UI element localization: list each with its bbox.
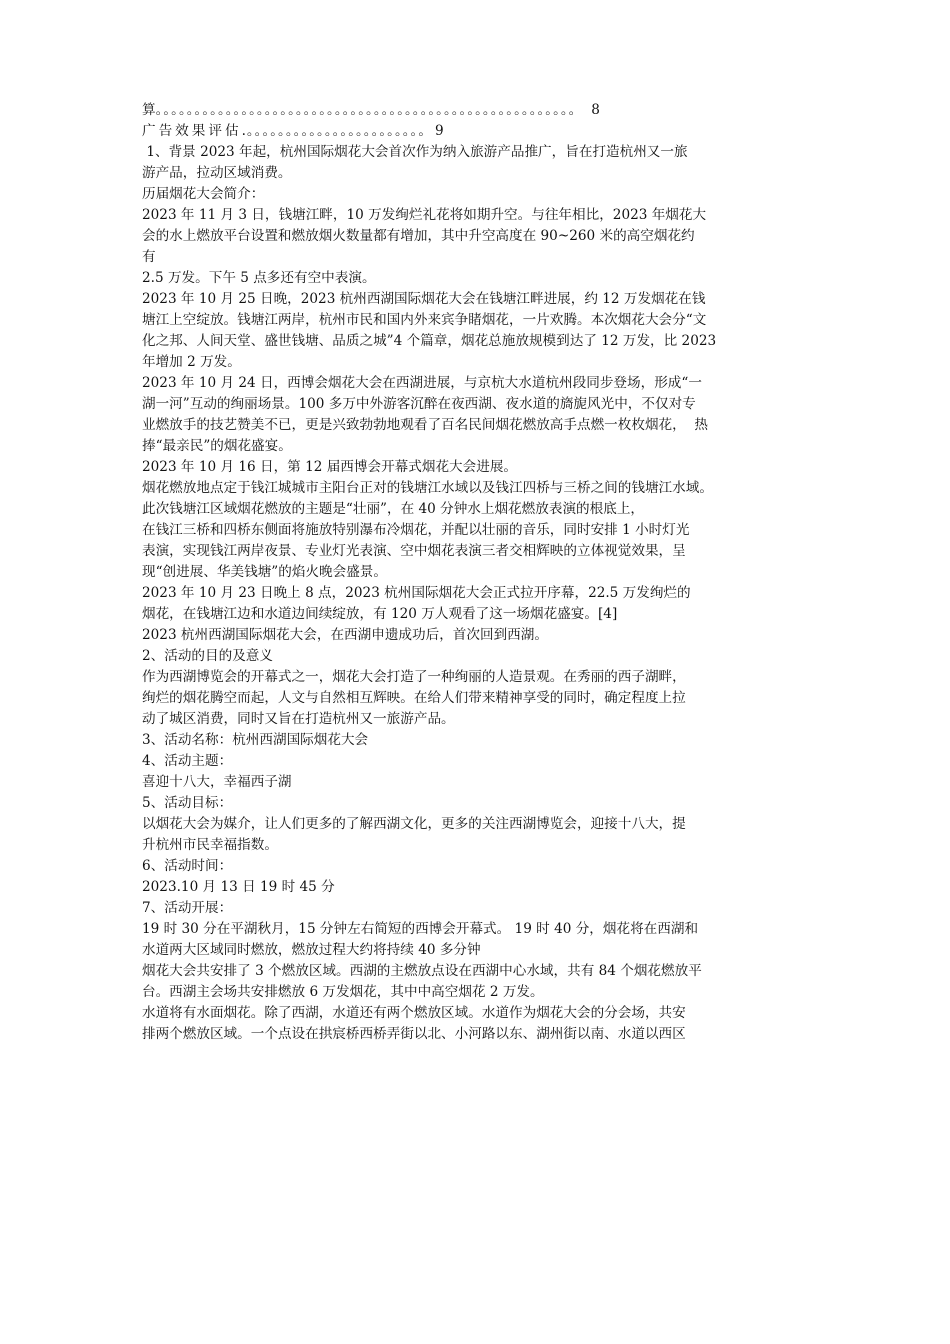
- text-line: 此次钱塘江区域烟花燃放的主题是“壮丽”，在 40 分钟水上烟花燃放表演的根底上，: [142, 501, 645, 517]
- text-line: 烟花燃放地点定于钱江城城市主阳台正对的钱塘江水域以及钱江四桥与三桥之间的钱塘江水域。: [142, 480, 713, 496]
- text-line: 2023.10 月 13 日 19 时 45 分: [142, 879, 335, 895]
- text-line: 湖一河”互动的绚丽场景。100 多万中外游客沉醉在夜西湖、夜水道的旖旎风光中，不仅对专: [142, 396, 696, 412]
- toc-entry[interactable]: [142, 121, 827, 142]
- text-line: 烟花大会共安排了 3 个燃放区域。西湖的主燃放点设在西湖中心水域，共有 84 个烟花燃放平: [142, 963, 702, 979]
- toc-page-number: 9: [434, 123, 444, 139]
- toc-page-number: 8: [591, 102, 600, 118]
- section-heading: 6、活动时间：: [142, 858, 233, 874]
- section-heading: 历届烟花大会简介：: [142, 186, 265, 202]
- text-line: 2023 年 11 月 3 日，钱塘江畔，10 万发绚烂礼花将如期升空。与往年相比，2023 年烟花大: [142, 207, 707, 223]
- text-line: 升杭州市民幸福指数。: [142, 837, 278, 853]
- text-line: 捧“最亲民”的烟花盛宴。: [142, 438, 292, 454]
- text-line: 水道两大区域同时燃放，燃放过程大约将持续 40 多分钟: [142, 942, 481, 958]
- toc-label: 算: [142, 102, 156, 118]
- text-line: 2023 年 10 月 25 日晚，2023 杭州西湖国际烟花大会在钱塘江畔进展，约 12 万发烟花在钱: [142, 291, 706, 307]
- section-heading: 2、活动的目的及意义: [142, 648, 273, 664]
- text-line: 有: [142, 249, 156, 265]
- document-page: [142, 100, 827, 1045]
- section-heading: 7、活动开展：: [142, 900, 233, 916]
- text-line: 2023 杭州西湖国际烟花大会，在西湖申遗成功后，首次回到西湖。: [142, 627, 548, 643]
- toc-entry[interactable]: [142, 100, 827, 121]
- text-line: 2023 年 10 月 24 日，西博会烟花大会在西湖进展，与京杭大水道杭州段同步登场，形成“一: [142, 375, 702, 391]
- section-heading: 5、活动目标：: [142, 795, 233, 811]
- toc-leader-dots: 。。。。。。。。。。。。。。。。。。。。。。。。。。。。。。。。。。。。。。。。。。。。。。。。。。。。。。: [155, 102, 584, 118]
- text-line: 动了城区消费，同时又旨在打造杭州又一旅游产品。: [142, 711, 455, 727]
- text-line: 表演，实现钱江两岸夜景、专业灯光表演、空中烟花表演三者交相辉映的立体视觉效果，呈: [142, 543, 686, 559]
- text-line: 2023 年 10 月 23 日晚上 8 点，2023 杭州国际烟花大会正式拉开序幕，22.5 万发绚烂的: [142, 585, 691, 601]
- text-line: 塘江上空绽放。钱塘江两岸，杭州市民和国内外来宾争睹烟花，一片欢腾。本次烟花大会分“文: [142, 312, 707, 328]
- text-line: 现“创进展、华美钱塘”的焰火晚会盛景。: [142, 564, 387, 580]
- toc-label: 广告效果评估: [142, 123, 242, 139]
- text-line: 游产品，拉动区域消费。: [142, 165, 292, 181]
- text-line: 作为西湖博览会的开幕式之一，烟花大会打造了一种绚丽的人造景观。在秀丽的西子湖畔，: [142, 669, 686, 685]
- text-line: 2023 年 10 月 16 日，第 12 届西博会开幕式烟花大会进展。: [142, 459, 518, 475]
- text-line: 业燃放手的技艺赞美不已，更是兴致勃勃地观看了百名民间烟花燃放高手点燃一枚枚烟花， 热: [142, 417, 708, 433]
- text-line: 2.5 万发。下午 5 点多还有空中表演。: [142, 270, 376, 286]
- text-line: 1、背景 2023 年起，杭州国际烟花大会首次作为纳入旅游产品推广，旨在打造杭州又一旅: [142, 144, 688, 160]
- section-heading: 4、活动主题：: [142, 753, 233, 769]
- text-line: 19 时 30 分在平湖秋月，15 分钟左右简短的西博会开幕式。 19 时 40 分，烟花将在西湖和: [142, 921, 699, 937]
- text-line: 排两个燃放区域。一个点设在拱宸桥西桥弄街以北、小河路以东、湖州街以南、水道以西区: [142, 1026, 686, 1042]
- text-line: 会的水上燃放平台设置和燃放烟火数量都有增加，其中升空高度在 90~260 米的高空烟花约: [142, 228, 695, 244]
- document-body: [142, 142, 827, 1045]
- section-heading: 3、活动名称：杭州西湖国际烟花大会: [142, 732, 369, 748]
- text-line: 喜迎十八大，幸福西子湖: [142, 774, 292, 790]
- text-line: 绚烂的烟花腾空而起，人文与自然相互辉映。在给人们带来精神享受的同时，确定程度上拉: [142, 690, 686, 706]
- text-line: 在钱江三桥和四桥东侧面将施放特别瀑布冷烟花，并配以壮丽的音乐，同时安排 1 小时灯光: [142, 522, 690, 538]
- text-line: 年增加 2 万发。: [142, 354, 241, 370]
- text-line: 台。西湖主会场共安排燃放 6 万发烟花，其中中高空烟花 2 万发。: [142, 984, 544, 1000]
- toc-leader-dots: .。。。。。。。。。。。。。。。。。。。。。。。: [241, 123, 433, 139]
- text-line: 化之邦、人间天堂、盛世钱塘、品质之城”4 个篇章，烟花总施放规模到达了 12 万发，比 2023: [142, 333, 717, 349]
- text-line: 以烟花大会为媒介，让人们更多的了解西湖文化，更多的关注西湖博览会，迎接十八大，提: [142, 816, 686, 832]
- text-line: 水道将有水面烟花。除了西湖，水道还有两个燃放区域。水道作为烟花大会的分会场，共安: [142, 1005, 686, 1021]
- text-line: 烟花，在钱塘江边和水道边间续绽放，有 120 万人观看了这一场烟花盛宴。[4]: [142, 606, 618, 622]
